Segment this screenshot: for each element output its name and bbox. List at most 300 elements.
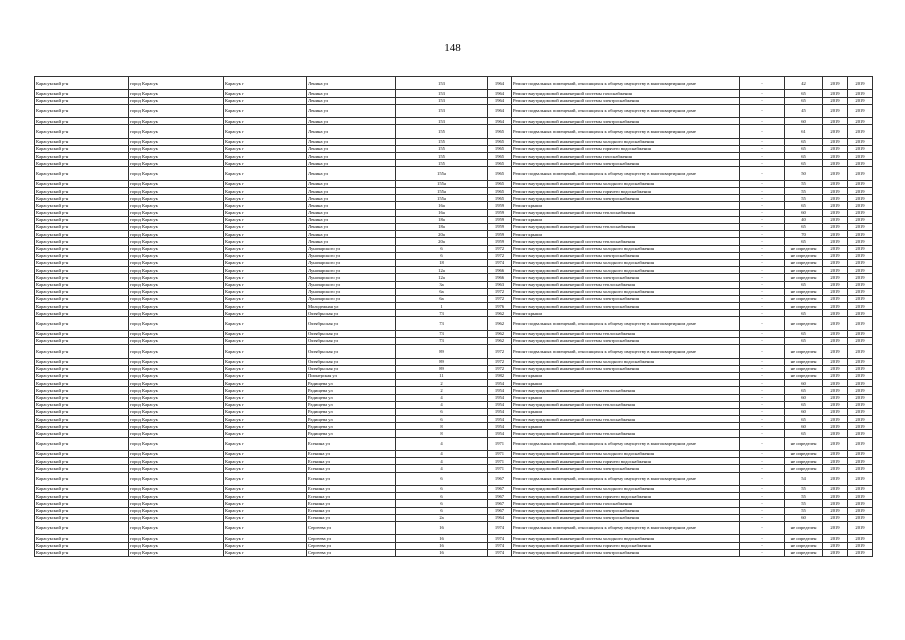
year-to-cell: 2019 bbox=[848, 77, 873, 90]
year-to-cell: 2019 bbox=[848, 358, 873, 365]
municipality-cell: город Карасук bbox=[129, 160, 224, 167]
table-row bbox=[35, 259, 873, 266]
work-type-cell: Ремонт подвальных помещений, относящихся к общему имуществу в многоквартирном доме bbox=[512, 125, 740, 138]
dash-cell: - bbox=[740, 310, 785, 317]
year-from-cell: 2019 bbox=[823, 138, 848, 145]
house-number-cell: 153 bbox=[396, 104, 488, 117]
cost-cell: не определен bbox=[785, 259, 823, 266]
year-from-cell: 2019 bbox=[823, 259, 848, 266]
cost-cell: 55 bbox=[785, 486, 823, 493]
work-type-cell: Ремонт внутридомовой инженерной системы теплоснабжения bbox=[512, 430, 740, 437]
district-cell: Карасукский р-н bbox=[35, 486, 129, 493]
district-cell: Карасукский р-н bbox=[35, 372, 129, 379]
municipality-cell: город Карасук bbox=[129, 224, 224, 231]
year-from-cell: 2019 bbox=[823, 358, 848, 365]
table-row bbox=[35, 493, 873, 500]
settlement-cell: Карасук г bbox=[224, 295, 307, 302]
dash-cell: - bbox=[740, 465, 785, 472]
year-built-cell: 1982 bbox=[488, 372, 512, 379]
house-number-cell: 16а bbox=[396, 209, 488, 216]
dash-cell: - bbox=[740, 535, 785, 542]
cost-cell: 65 bbox=[785, 330, 823, 337]
district-cell: Карасукский р-н bbox=[35, 358, 129, 365]
house-number-cell: 153 bbox=[396, 97, 488, 104]
year-from-cell: 2019 bbox=[823, 303, 848, 310]
district-cell: Карасукский р-н bbox=[35, 380, 129, 387]
year-to-cell: 2019 bbox=[848, 465, 873, 472]
table-row bbox=[35, 437, 873, 450]
year-to-cell: 2019 bbox=[848, 259, 873, 266]
house-number-cell: 6 bbox=[396, 416, 488, 423]
year-from-cell: 2019 bbox=[823, 224, 848, 231]
year-from-cell: 2019 bbox=[823, 437, 848, 450]
district-cell: Карасукский р-н bbox=[35, 365, 129, 372]
table-row bbox=[35, 430, 873, 437]
cost-cell: не определен bbox=[785, 358, 823, 365]
table-row bbox=[35, 401, 873, 408]
house-number-cell: 89 bbox=[396, 345, 488, 358]
work-type-cell: Ремонт подвальных помещений, относящихся к общему имуществу в многоквартирном доме bbox=[512, 104, 740, 117]
year-to-cell: 2019 bbox=[848, 224, 873, 231]
year-from-cell: 2019 bbox=[823, 317, 848, 330]
district-cell: Карасукский р-н bbox=[35, 167, 129, 180]
work-type-cell: Ремонт внутридомовой инженерной системы теплоснабжения bbox=[512, 401, 740, 408]
table-row bbox=[35, 125, 873, 138]
year-built-cell: 1971 bbox=[488, 437, 512, 450]
year-from-cell: 2019 bbox=[823, 500, 848, 507]
year-from-cell: 2019 bbox=[823, 295, 848, 302]
dash-cell: - bbox=[740, 224, 785, 231]
street-cell: Пионерская ул bbox=[307, 372, 396, 379]
district-cell: Карасукский р-н bbox=[35, 437, 129, 450]
year-from-cell: 2019 bbox=[823, 90, 848, 97]
year-to-cell: 2019 bbox=[848, 317, 873, 330]
cost-cell: 65 bbox=[785, 281, 823, 288]
table-row bbox=[35, 472, 873, 485]
house-number-cell: 6 bbox=[396, 472, 488, 485]
district-cell: Карасукский р-н bbox=[35, 216, 129, 223]
house-number-cell: 4 bbox=[396, 465, 488, 472]
cost-cell: 55 bbox=[785, 493, 823, 500]
year-to-cell: 2019 bbox=[848, 338, 873, 345]
district-cell: Карасукский р-н bbox=[35, 542, 129, 549]
street-cell: Есенина ул bbox=[307, 514, 396, 521]
table-row bbox=[35, 310, 873, 317]
dash-cell: - bbox=[740, 493, 785, 500]
year-from-cell: 2019 bbox=[823, 274, 848, 281]
year-from-cell: 2019 bbox=[823, 160, 848, 167]
year-from-cell: 2019 bbox=[823, 472, 848, 485]
year-from-cell: 2019 bbox=[823, 394, 848, 401]
year-built-cell: 1964 bbox=[488, 90, 512, 97]
work-type-cell: Ремонт внутридомовой инженерной системы теплоснабжения bbox=[512, 209, 740, 216]
dash-cell: - bbox=[740, 507, 785, 514]
year-to-cell: 2019 bbox=[848, 274, 873, 281]
street-cell: Ленина ул bbox=[307, 90, 396, 97]
work-type-cell: Ремонт внутридомовой инженерной системы холодного водоснабжения bbox=[512, 358, 740, 365]
year-from-cell: 2019 bbox=[823, 465, 848, 472]
municipality-cell: город Карасук bbox=[129, 521, 224, 534]
cost-cell: 65 bbox=[785, 145, 823, 152]
settlement-cell: Карасук г bbox=[224, 125, 307, 138]
year-to-cell: 2019 bbox=[848, 153, 873, 160]
dash-cell: - bbox=[740, 401, 785, 408]
municipality-cell: город Карасук bbox=[129, 394, 224, 401]
work-type-cell: Ремонт внутридомовой инженерной системы горячего водоснабжения bbox=[512, 188, 740, 195]
table-row bbox=[35, 535, 873, 542]
house-number-cell: 18 bbox=[396, 259, 488, 266]
house-number-cell: 153 bbox=[396, 77, 488, 90]
year-to-cell: 2019 bbox=[848, 104, 873, 117]
year-to-cell: 2019 bbox=[848, 416, 873, 423]
street-cell: Ленина ул bbox=[307, 231, 396, 238]
house-number-cell: 73 bbox=[396, 330, 488, 337]
dash-cell: - bbox=[740, 451, 785, 458]
work-type-cell: Ремонт внутридомовой инженерной системы электроснабжения bbox=[512, 118, 740, 125]
cost-cell: не определен bbox=[785, 295, 823, 302]
district-cell: Карасукский р-н bbox=[35, 153, 129, 160]
dash-cell: - bbox=[740, 153, 785, 160]
dash-cell: - bbox=[740, 549, 785, 556]
year-to-cell: 2019 bbox=[848, 423, 873, 430]
year-built-cell: 1954 bbox=[488, 394, 512, 401]
table-row bbox=[35, 77, 873, 90]
district-cell: Карасукский р-н bbox=[35, 259, 129, 266]
settlement-cell: Карасук г bbox=[224, 195, 307, 202]
cost-cell: не определен bbox=[785, 245, 823, 252]
municipality-cell: город Карасук bbox=[129, 430, 224, 437]
settlement-cell: Карасук г bbox=[224, 160, 307, 167]
dash-cell: - bbox=[740, 245, 785, 252]
municipality-cell: город Карасук bbox=[129, 507, 224, 514]
street-cell: Радищева ул bbox=[307, 430, 396, 437]
street-cell: Есенина ул bbox=[307, 465, 396, 472]
year-built-cell: 1964 bbox=[488, 97, 512, 104]
house-number-cell: 6 bbox=[396, 408, 488, 415]
district-cell: Карасукский р-н bbox=[35, 310, 129, 317]
district-cell: Карасукский р-н bbox=[35, 387, 129, 394]
house-number-cell: 6 bbox=[396, 245, 488, 252]
year-to-cell: 2019 bbox=[848, 365, 873, 372]
district-cell: Карасукский р-н bbox=[35, 138, 129, 145]
work-type-cell: Ремонт внутридомовой инженерной системы холодного водоснабжения bbox=[512, 288, 740, 295]
work-type-cell: Ремонт внутридомовой инженерной системы электроснабжения bbox=[512, 195, 740, 202]
cost-cell: 65 bbox=[785, 401, 823, 408]
municipality-cell: город Карасук bbox=[129, 231, 224, 238]
dash-cell: - bbox=[740, 209, 785, 216]
settlement-cell: Карасук г bbox=[224, 153, 307, 160]
municipality-cell: город Карасук bbox=[129, 338, 224, 345]
cost-cell: 61 bbox=[785, 125, 823, 138]
dash-cell: - bbox=[740, 77, 785, 90]
year-to-cell: 2019 bbox=[848, 514, 873, 521]
settlement-cell: Карасук г bbox=[224, 317, 307, 330]
work-type-cell: Ремонт внутридомовой инженерной системы электроснабжения bbox=[512, 549, 740, 556]
year-built-cell: 1965 bbox=[488, 145, 512, 152]
street-cell: Есенина ул bbox=[307, 451, 396, 458]
district-cell: Карасукский р-н bbox=[35, 338, 129, 345]
settlement-cell: Карасук г bbox=[224, 486, 307, 493]
municipality-cell: город Карасук bbox=[129, 458, 224, 465]
cost-cell: 65 bbox=[785, 416, 823, 423]
settlement-cell: Карасук г bbox=[224, 238, 307, 245]
year-from-cell: 2019 bbox=[823, 195, 848, 202]
work-type-cell: Ремонт подвальных помещений, относящихся к общему имуществу в многоквартирном доме bbox=[512, 345, 740, 358]
district-cell: Карасукский р-н bbox=[35, 514, 129, 521]
year-to-cell: 2019 bbox=[848, 408, 873, 415]
dash-cell: - bbox=[740, 408, 785, 415]
district-cell: Карасукский р-н bbox=[35, 500, 129, 507]
cost-cell: не определен bbox=[785, 465, 823, 472]
cost-cell: не определен bbox=[785, 317, 823, 330]
year-from-cell: 2019 bbox=[823, 77, 848, 90]
house-number-cell: 4 bbox=[396, 394, 488, 401]
municipality-cell: город Карасук bbox=[129, 416, 224, 423]
year-built-cell: 1964 bbox=[488, 77, 512, 90]
cost-cell: не определен bbox=[785, 372, 823, 379]
district-cell: Карасукский р-н bbox=[35, 180, 129, 187]
district-cell: Карасукский р-н bbox=[35, 160, 129, 167]
district-cell: Карасукский р-н bbox=[35, 465, 129, 472]
settlement-cell: Карасук г bbox=[224, 281, 307, 288]
dash-cell: - bbox=[740, 252, 785, 259]
street-cell: Октябрьская ул bbox=[307, 345, 396, 358]
work-type-cell: Ремонт подвальных помещений, относящихся к общему имуществу в многоквартирном доме bbox=[512, 472, 740, 485]
settlement-cell: Карасук г bbox=[224, 180, 307, 187]
table-row bbox=[35, 138, 873, 145]
year-built-cell: 1962 bbox=[488, 330, 512, 337]
table-row bbox=[35, 188, 873, 195]
house-number-cell: 16 bbox=[396, 549, 488, 556]
settlement-cell: Карасук г bbox=[224, 216, 307, 223]
dash-cell: - bbox=[740, 238, 785, 245]
dash-cell: - bbox=[740, 365, 785, 372]
cost-cell: 60 bbox=[785, 209, 823, 216]
municipality-cell: город Карасук bbox=[129, 104, 224, 117]
district-cell: Карасукский р-н bbox=[35, 458, 129, 465]
municipality-cell: город Карасук bbox=[129, 437, 224, 450]
street-cell: Ленина ул bbox=[307, 145, 396, 152]
municipality-cell: город Карасук bbox=[129, 387, 224, 394]
street-cell: Ленина ул bbox=[307, 216, 396, 223]
year-built-cell: 1965 bbox=[488, 195, 512, 202]
dash-cell: - bbox=[740, 472, 785, 485]
district-cell: Карасукский р-н bbox=[35, 188, 129, 195]
year-built-cell: 1974 bbox=[488, 535, 512, 542]
table-row bbox=[35, 507, 873, 514]
house-number-cell: 6 bbox=[396, 500, 488, 507]
dash-cell: - bbox=[740, 145, 785, 152]
table-row bbox=[35, 330, 873, 337]
work-type-cell: Ремонт подвальных помещений, относящихся к общему имуществу в многоквартирном доме bbox=[512, 521, 740, 534]
municipality-cell: город Карасук bbox=[129, 153, 224, 160]
year-from-cell: 2019 bbox=[823, 549, 848, 556]
dash-cell: - bbox=[740, 104, 785, 117]
house-number-cell: 153 bbox=[396, 90, 488, 97]
municipality-cell: город Карасук bbox=[129, 167, 224, 180]
cost-cell: не определен bbox=[785, 303, 823, 310]
year-to-cell: 2019 bbox=[848, 281, 873, 288]
street-cell: Есенина ул bbox=[307, 437, 396, 450]
district-cell: Карасукский р-н bbox=[35, 195, 129, 202]
house-number-cell: 6а bbox=[396, 288, 488, 295]
dash-cell: - bbox=[740, 521, 785, 534]
house-number-cell: 16 bbox=[396, 542, 488, 549]
year-from-cell: 2019 bbox=[823, 514, 848, 521]
work-type-cell: Ремонт внутридомовой инженерной системы электроснабжения bbox=[512, 160, 740, 167]
settlement-cell: Карасук г bbox=[224, 345, 307, 358]
dash-cell: - bbox=[740, 97, 785, 104]
settlement-cell: Карасук г bbox=[224, 90, 307, 97]
year-built-cell: 1962 bbox=[488, 317, 512, 330]
district-cell: Карасукский р-н bbox=[35, 145, 129, 152]
dash-cell: - bbox=[740, 514, 785, 521]
district-cell: Карасукский р-н bbox=[35, 238, 129, 245]
street-cell: Ленина ул bbox=[307, 97, 396, 104]
house-number-cell: 18а bbox=[396, 224, 488, 231]
settlement-cell: Карасук г bbox=[224, 104, 307, 117]
street-cell: Луначарского ул bbox=[307, 259, 396, 266]
year-from-cell: 2019 bbox=[823, 401, 848, 408]
table-row bbox=[35, 372, 873, 379]
street-cell: Ленина ул bbox=[307, 160, 396, 167]
work-type-cell: Ремонт крыши bbox=[512, 423, 740, 430]
house-number-cell: 16 bbox=[396, 535, 488, 542]
year-to-cell: 2019 bbox=[848, 90, 873, 97]
municipality-cell: город Карасук bbox=[129, 188, 224, 195]
dash-cell: - bbox=[740, 338, 785, 345]
year-to-cell: 2019 bbox=[848, 295, 873, 302]
dash-cell: - bbox=[740, 188, 785, 195]
work-type-cell: Ремонт крыши bbox=[512, 310, 740, 317]
house-number-cell: 6 bbox=[396, 486, 488, 493]
work-type-cell: Ремонт внутридомовой инженерной системы электроснабжения bbox=[512, 338, 740, 345]
year-built-cell: 1971 bbox=[488, 458, 512, 465]
district-cell: Карасукский р-н bbox=[35, 295, 129, 302]
year-from-cell: 2019 bbox=[823, 104, 848, 117]
municipality-cell: город Карасук bbox=[129, 195, 224, 202]
year-built-cell: 1972 bbox=[488, 358, 512, 365]
district-cell: Карасукский р-н bbox=[35, 303, 129, 310]
settlement-cell: Карасук г bbox=[224, 202, 307, 209]
settlement-cell: Карасук г bbox=[224, 209, 307, 216]
year-from-cell: 2019 bbox=[823, 423, 848, 430]
dash-cell: - bbox=[740, 317, 785, 330]
year-to-cell: 2019 bbox=[848, 252, 873, 259]
year-built-cell: 1967 bbox=[488, 507, 512, 514]
street-cell: Радищева ул bbox=[307, 408, 396, 415]
year-built-cell: 1974 bbox=[488, 521, 512, 534]
table-row bbox=[35, 231, 873, 238]
municipality-cell: город Карасук bbox=[129, 180, 224, 187]
cost-cell: 65 bbox=[785, 160, 823, 167]
settlement-cell: Карасук г bbox=[224, 500, 307, 507]
street-cell: Радищева ул bbox=[307, 401, 396, 408]
work-type-cell: Ремонт подвальных помещений, относящихся к общему имуществу в многоквартирном доме bbox=[512, 317, 740, 330]
house-number-cell: 6 bbox=[396, 493, 488, 500]
table-row bbox=[35, 465, 873, 472]
municipality-cell: город Карасук bbox=[129, 345, 224, 358]
dash-cell: - bbox=[740, 394, 785, 401]
table-row bbox=[35, 288, 873, 295]
municipality-cell: город Карасук bbox=[129, 209, 224, 216]
year-from-cell: 2019 bbox=[823, 252, 848, 259]
year-from-cell: 2019 bbox=[823, 458, 848, 465]
dash-cell: - bbox=[740, 90, 785, 97]
year-to-cell: 2019 bbox=[848, 507, 873, 514]
street-cell: Сергеева ул bbox=[307, 521, 396, 534]
cost-cell: 42 bbox=[785, 77, 823, 90]
house-number-cell: 16 bbox=[396, 521, 488, 534]
district-cell: Карасукский р-н bbox=[35, 451, 129, 458]
work-type-cell: Ремонт внутридомовой инженерной системы газоснабжения bbox=[512, 500, 740, 507]
house-number-cell: 153 bbox=[396, 118, 488, 125]
district-cell: Карасукский р-н bbox=[35, 77, 129, 90]
settlement-cell: Карасук г bbox=[224, 224, 307, 231]
street-cell: Радищева ул bbox=[307, 394, 396, 401]
year-from-cell: 2019 bbox=[823, 408, 848, 415]
year-built-cell: 1962 bbox=[488, 310, 512, 317]
house-number-cell: 4 bbox=[396, 458, 488, 465]
dash-cell: - bbox=[740, 216, 785, 223]
year-to-cell: 2019 bbox=[848, 188, 873, 195]
house-number-cell: 2 bbox=[396, 387, 488, 394]
work-type-cell: Ремонт подвальных помещений, относящихся к общему имуществу в многоквартирном доме bbox=[512, 167, 740, 180]
street-cell: Луначарского ул bbox=[307, 281, 396, 288]
dash-cell: - bbox=[740, 387, 785, 394]
table-row bbox=[35, 167, 873, 180]
year-built-cell: 1959 bbox=[488, 231, 512, 238]
settlement-cell: Карасук г bbox=[224, 416, 307, 423]
year-built-cell: 1954 bbox=[488, 401, 512, 408]
dash-cell: - bbox=[740, 330, 785, 337]
house-number-cell: 73 bbox=[396, 310, 488, 317]
dash-cell: - bbox=[740, 138, 785, 145]
dash-cell: - bbox=[740, 430, 785, 437]
work-type-cell: Ремонт внутридомовой инженерной системы холодного водоснабжения bbox=[512, 486, 740, 493]
settlement-cell: Карасук г bbox=[224, 188, 307, 195]
year-built-cell: 1965 bbox=[488, 167, 512, 180]
house-number-cell: 155 bbox=[396, 160, 488, 167]
year-to-cell: 2019 bbox=[848, 387, 873, 394]
settlement-cell: Карасук г bbox=[224, 310, 307, 317]
year-to-cell: 2019 bbox=[848, 380, 873, 387]
district-cell: Карасукский р-н bbox=[35, 231, 129, 238]
municipality-cell: город Карасук bbox=[129, 542, 224, 549]
street-cell: Молодежная ул bbox=[307, 303, 396, 310]
year-from-cell: 2019 bbox=[823, 521, 848, 534]
settlement-cell: Карасук г bbox=[224, 77, 307, 90]
district-cell: Карасукский р-н bbox=[35, 330, 129, 337]
house-number-cell: 16а bbox=[396, 202, 488, 209]
dash-cell: - bbox=[740, 372, 785, 379]
settlement-cell: Карасук г bbox=[224, 231, 307, 238]
work-type-cell: Ремонт внутридомовой инженерной системы теплоснабжения bbox=[512, 330, 740, 337]
work-type-cell: Ремонт крыши bbox=[512, 380, 740, 387]
year-to-cell: 2019 bbox=[848, 521, 873, 534]
year-to-cell: 2019 bbox=[848, 394, 873, 401]
work-type-cell: Ремонт крыши bbox=[512, 408, 740, 415]
house-number-cell: 12а bbox=[396, 274, 488, 281]
year-built-cell: 1965 bbox=[488, 160, 512, 167]
dash-cell: - bbox=[740, 437, 785, 450]
house-number-cell: 3а bbox=[396, 281, 488, 288]
dash-cell: - bbox=[740, 160, 785, 167]
year-built-cell: 1959 bbox=[488, 202, 512, 209]
year-from-cell: 2019 bbox=[823, 310, 848, 317]
table-row bbox=[35, 486, 873, 493]
street-cell: Есенина ул bbox=[307, 486, 396, 493]
